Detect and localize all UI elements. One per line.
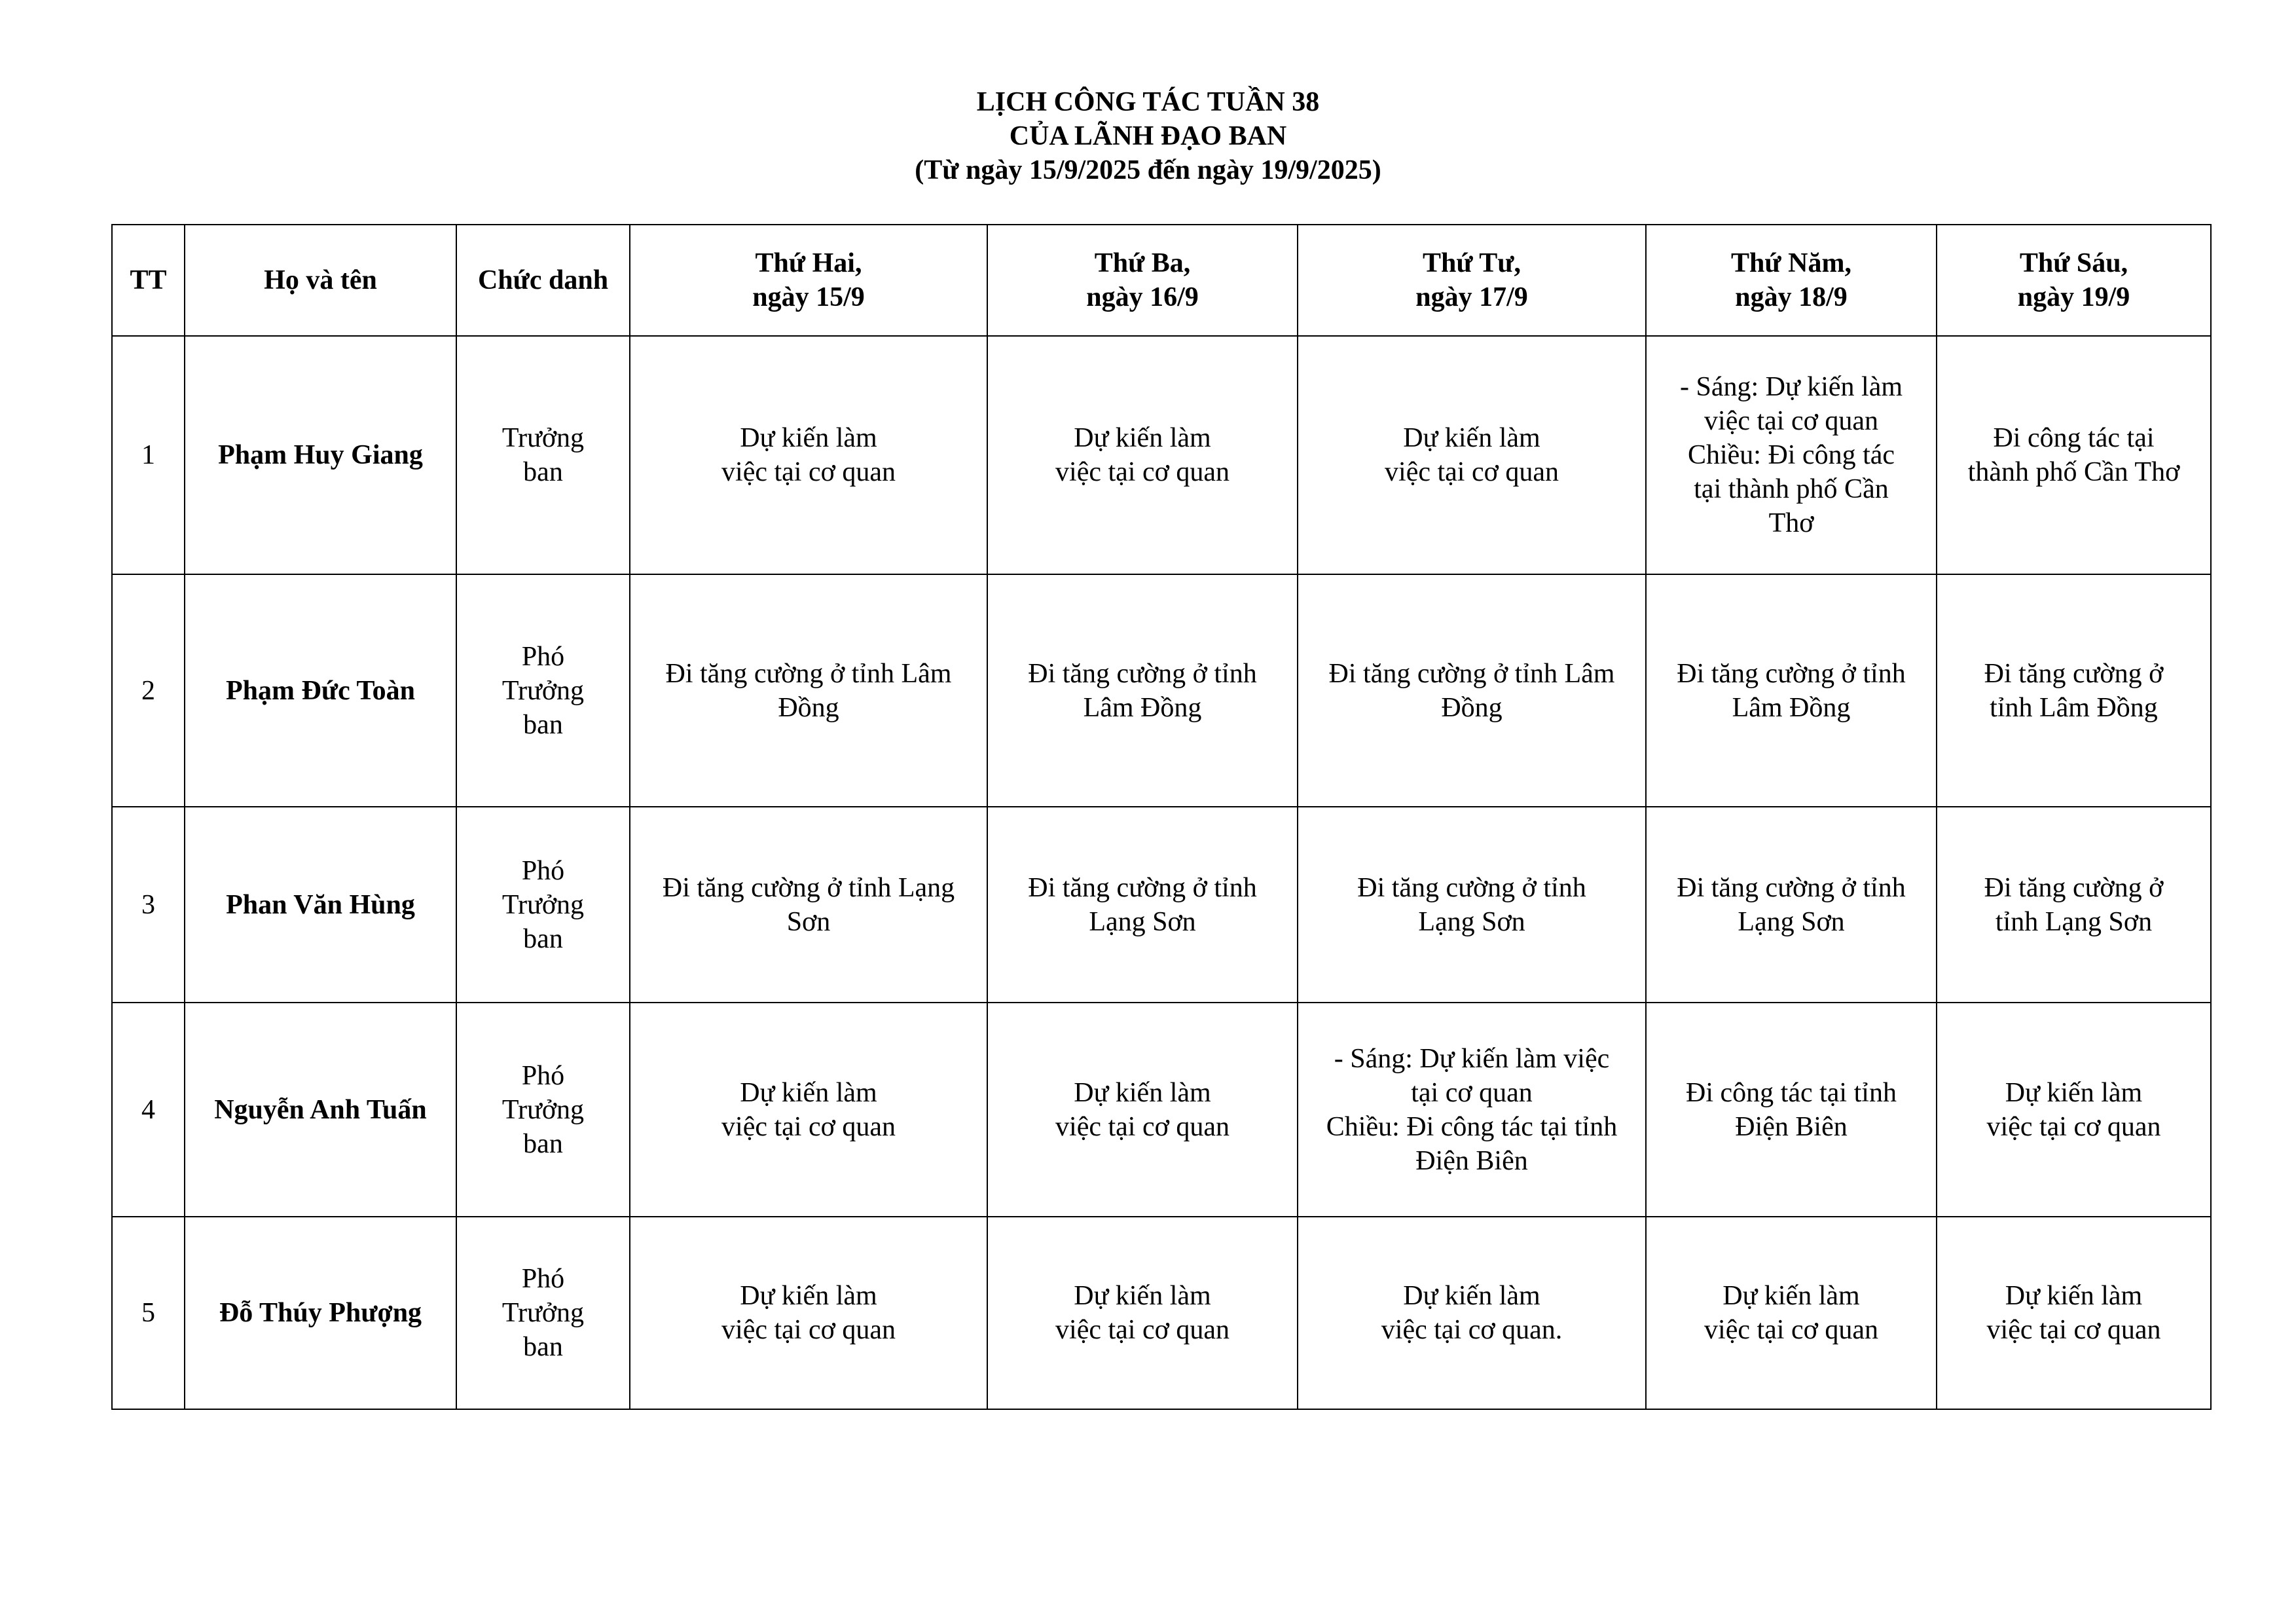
schedule-table xyxy=(111,224,2212,1410)
schedule-thursday: Đi tăng cường ở tỉnh Lâm Đồng xyxy=(1646,574,1937,807)
schedule-thursday: - Sáng: Dự kiến làm việc tại cơ quan Chiều: Đi công tác tại thành phố Cần Thơ xyxy=(1646,336,1937,574)
schedule-friday: Dự kiến làm việc tại cơ quan xyxy=(1937,1003,2211,1217)
schedule-friday: Đi tăng cường ở tỉnh Lạng Sơn xyxy=(1937,807,2211,1003)
header-tt: TT xyxy=(112,225,185,336)
person-name: Đỗ Thúy Phượng xyxy=(185,1217,456,1409)
position-cell: Phó Trưởng ban xyxy=(456,807,630,1003)
table-row xyxy=(112,574,2211,807)
header-monday: Thứ Hai, ngày 15/9 xyxy=(630,225,987,336)
schedule-monday: Dự kiến làm việc tại cơ quan xyxy=(630,1217,987,1409)
header-tuesday: Thứ Ba, ngày 16/9 xyxy=(987,225,1298,336)
schedule-tuesday: Dự kiến làm việc tại cơ quan xyxy=(987,1217,1298,1409)
row-number: 3 xyxy=(112,807,185,1003)
person-name: Phạm Huy Giang xyxy=(185,336,456,574)
schedule-friday: Đi công tác tại thành phố Cần Thơ xyxy=(1937,336,2211,574)
person-name: Phan Văn Hùng xyxy=(185,807,456,1003)
table-row xyxy=(112,336,2211,574)
row-number: 1 xyxy=(112,336,185,574)
header-position: Chức danh xyxy=(456,225,630,336)
position-cell: Phó Trưởng ban xyxy=(456,1003,630,1217)
schedule-tuesday: Dự kiến làm việc tại cơ quan xyxy=(987,1003,1298,1217)
schedule-monday: Đi tăng cường ở tỉnh Lạng Sơn xyxy=(630,807,987,1003)
table-row xyxy=(112,807,2211,1003)
table-header-row xyxy=(112,225,2211,336)
table-row xyxy=(112,1217,2211,1409)
schedule-monday: Dự kiến làm việc tại cơ quan xyxy=(630,336,987,574)
header-friday: Thứ Sáu, ngày 19/9 xyxy=(1937,225,2211,336)
schedule-tuesday: Đi tăng cường ở tỉnh Lâm Đồng xyxy=(987,574,1298,807)
header-name: Họ và tên xyxy=(185,225,456,336)
schedule-friday: Đi tăng cường ở tỉnh Lâm Đồng xyxy=(1937,574,2211,807)
position-cell: Trưởng ban xyxy=(456,336,630,574)
header-thursday: Thứ Năm, ngày 18/9 xyxy=(1646,225,1937,336)
position-cell: Phó Trưởng ban xyxy=(456,574,630,807)
person-name: Phạm Đức Toàn xyxy=(185,574,456,807)
schedule-wednesday: Dự kiến làm việc tại cơ quan xyxy=(1298,336,1646,574)
title-line-2: CỦA LÃNH ĐẠO BAN xyxy=(1009,121,1287,151)
schedule-tuesday: Dự kiến làm việc tại cơ quan xyxy=(987,336,1298,574)
schedule-monday: Dự kiến làm việc tại cơ quan xyxy=(630,1003,987,1217)
schedule-wednesday: Đi tăng cường ở tỉnh Lạng Sơn xyxy=(1298,807,1646,1003)
row-number: 2 xyxy=(112,574,185,807)
row-number: 4 xyxy=(112,1003,185,1217)
schedule-friday: Dự kiến làm việc tại cơ quan xyxy=(1937,1217,2211,1409)
table-row xyxy=(112,1003,2211,1217)
schedule-thursday: Đi tăng cường ở tỉnh Lạng Sơn xyxy=(1646,807,1937,1003)
schedule-tuesday: Đi tăng cường ở tỉnh Lạng Sơn xyxy=(987,807,1298,1003)
header-wednesday: Thứ Tư, ngày 17/9 xyxy=(1298,225,1646,336)
schedule-monday: Đi tăng cường ở tỉnh Lâm Đồng xyxy=(630,574,987,807)
title-line-3: (Từ ngày 15/9/2025 đến ngày 19/9/2025) xyxy=(915,155,1381,185)
schedule-thursday: Dự kiến làm việc tại cơ quan xyxy=(1646,1217,1937,1409)
schedule-wednesday: - Sáng: Dự kiến làm việc tại cơ quan Chiều: Đi công tác tại tỉnh Điện Biên xyxy=(1298,1003,1646,1217)
row-number: 5 xyxy=(112,1217,185,1409)
title-line-1: LỊCH CÔNG TÁC TUẦN 38 xyxy=(976,87,1320,117)
person-name: Nguyễn Anh Tuấn xyxy=(185,1003,456,1217)
document-title xyxy=(0,85,2296,187)
schedule-wednesday: Đi tăng cường ở tỉnh Lâm Đồng xyxy=(1298,574,1646,807)
schedule-thursday: Đi công tác tại tỉnh Điện Biên xyxy=(1646,1003,1937,1217)
position-cell: Phó Trưởng ban xyxy=(456,1217,630,1409)
schedule-wednesday: Dự kiến làm việc tại cơ quan. xyxy=(1298,1217,1646,1409)
